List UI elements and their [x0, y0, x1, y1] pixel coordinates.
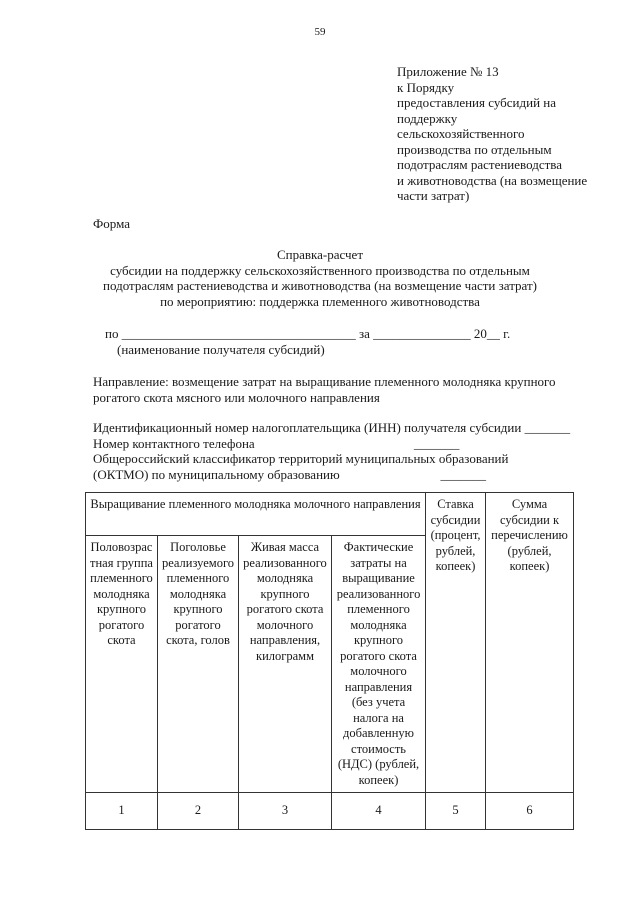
inn-line: Идентификационный номер налогоплательщика (ИНН) получателя субсидии _______ — [93, 420, 571, 435]
form-label: Форма — [93, 216, 130, 231]
group-header: Выращивание племенного молодняка молочного направления — [86, 493, 426, 536]
appendix-line: сельскохозяйственного — [397, 126, 525, 141]
direction-line: Направление: возмещение затрат на выращивание племенного молодняка крупного — [93, 374, 556, 389]
recipient-line: по ____________________________________ за _______________ 20__ г. — [105, 326, 511, 341]
appendix-line: предоставления субсидий на — [397, 95, 557, 110]
title-line: Справка-расчет — [276, 247, 364, 262]
sub-header-cell: Фактические затраты на выращивание реализованного племенного молодняка крупного рогатого скота молочного направления (без учета налога на добавленную стоимость (НДС) (рублей, копеек) — [332, 536, 426, 793]
column-number: 1 — [86, 793, 158, 830]
table-header-row — [86, 493, 574, 536]
title-line: подотраслям растениеводства и животноводства (на возмещение части затрат) — [103, 278, 537, 293]
column-number: 6 — [486, 793, 574, 830]
sub-header-cell: Живая масса реализованного молодняка крупного рогатого скота молочного направления, килограмм — [239, 536, 332, 793]
page-number: 59 — [314, 26, 326, 38]
sub-header-cell: Поголовье реализуемого племенного молодняка крупного рогатого скота, голов — [158, 536, 239, 793]
phone-line: Номер контактного телефона _______ — [93, 435, 460, 451]
appendix-line: подотраслям растениеводства — [397, 157, 563, 172]
appendix-line: производства по отдельным — [397, 141, 552, 157]
column-number: 3 — [239, 793, 332, 830]
rate-header: Ставка субсидии (процент, рублей, копеек) — [426, 493, 486, 793]
identifiers-block — [93, 420, 570, 482]
appendix-line: поддержку — [397, 110, 458, 126]
title-line: по мероприятию: поддержка племенного животноводства — [160, 293, 480, 309]
oktmo-line: Общероссийский классификатор территорий муниципальных образований — [93, 451, 509, 466]
direction-text — [93, 374, 556, 405]
direction-line: рогатого скота мясного или молочного направления — [93, 389, 380, 405]
oktmo-line-2: (ОКТМО) по муниципальному образованию _______ — [93, 466, 486, 482]
appendix-line: части затрат) — [397, 188, 470, 203]
recipient-caption: (наименование получателя субсидий) — [117, 342, 325, 357]
column-number: 2 — [158, 793, 239, 830]
column-number-row — [86, 793, 574, 830]
calculation-table — [85, 492, 574, 830]
appendix-line: и животноводства (на возмещение — [397, 172, 588, 188]
column-number: 4 — [332, 793, 426, 830]
title-line: субсидии на поддержку сельскохозяйственного производства по отдельным — [110, 262, 530, 278]
sub-header-cell: Половозрастная группа племенного молодняка крупного рогатого скота — [86, 536, 158, 793]
document-title — [0, 247, 640, 309]
appendix-line: к Порядку — [397, 79, 455, 95]
appendix-line: Приложение № 13 — [397, 64, 499, 79]
sum-header: Сумма субсидии к перечислению (рублей, копеек) — [486, 493, 574, 793]
appendix-reference — [397, 64, 587, 204]
column-number: 5 — [426, 793, 486, 830]
